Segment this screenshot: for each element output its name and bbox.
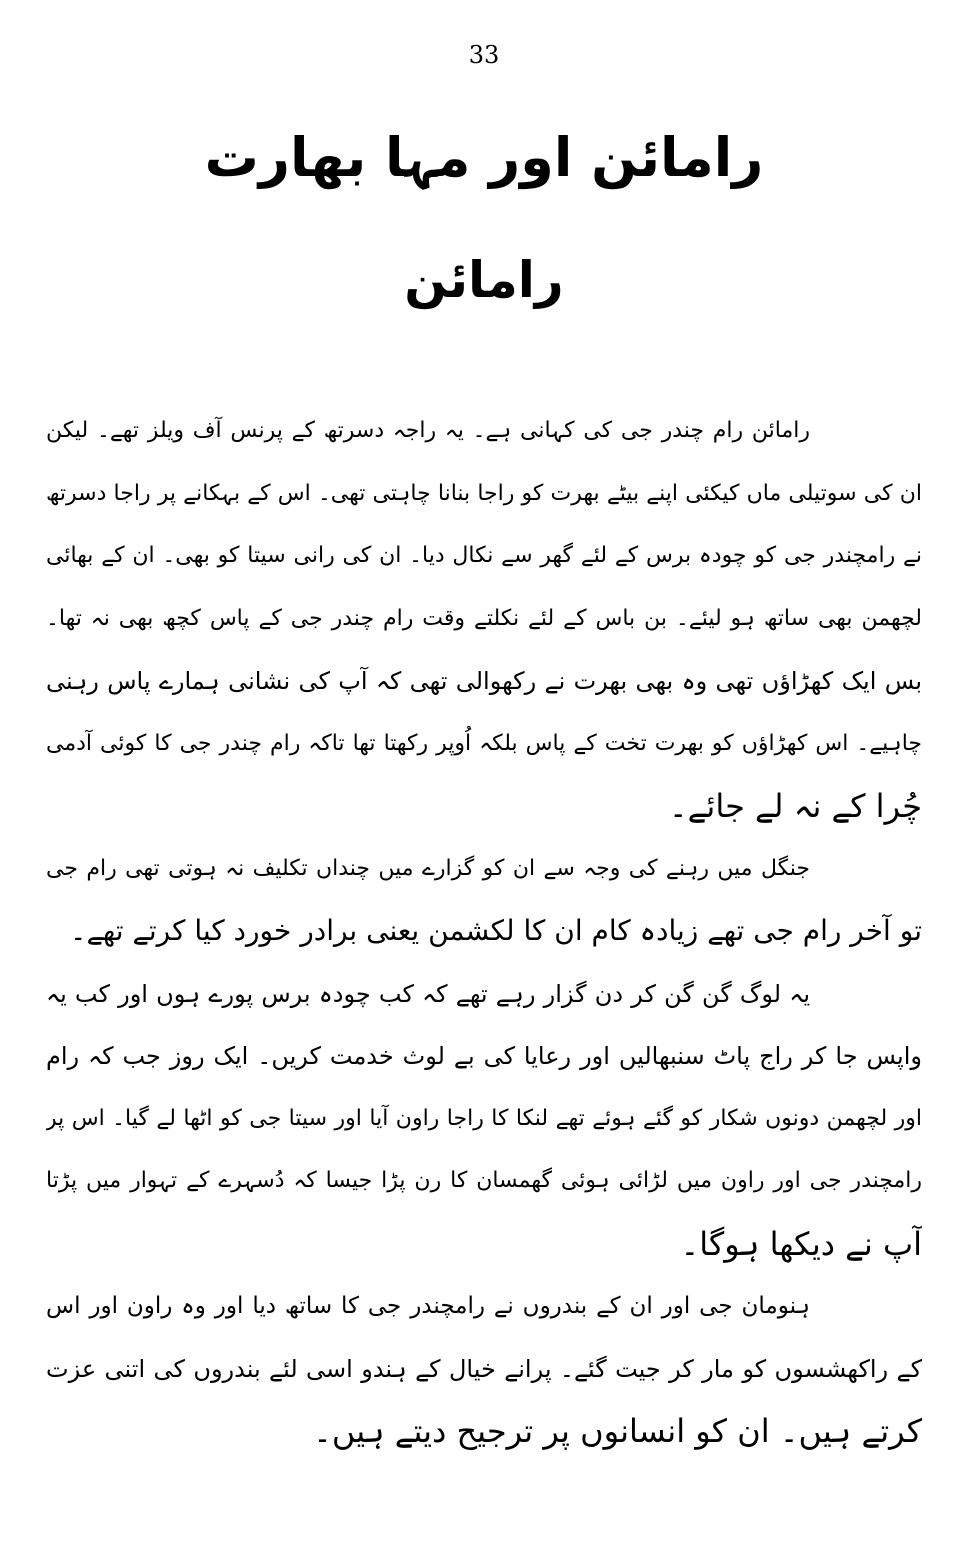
text-line: کرتے ہیں۔ ان کو انسانوں پر ترجیح دیتے ہیں۔: [313, 1412, 922, 1450]
text-line: چُرا کے نہ لے جائے۔: [668, 787, 922, 825]
text-line: چاہیے۔ اس کھڑاؤں کو بھرت تخت کے پاس بلکہ اُوپر رکھتا تھا تاکہ رام چندر جی کا کوئی آدمی: [46, 730, 922, 756]
page-number: 33: [468, 41, 500, 69]
text-line: آپ نے دیکھا ہوگا۔: [680, 1224, 922, 1263]
text-line: کے راکھشسوں کو مار کر جیت گئے۔ پرانے خیال کے ہندو اسی لئے بندروں کی اتنی عزت: [46, 1354, 922, 1383]
text-line: نے رامچندر جی کو چودہ برس کے لئے گھر سے نکال دیا۔ ان کی رانی سیتا کو بھی۔ ان کے بھائی: [46, 543, 922, 568]
chapter-title: رامائن اور مہا بھارت: [204, 126, 764, 189]
text-line: رامائن رام چندر جی کی کہانی ہے۔ یہ راجہ دسرتھ کے پرنس آف ویلز تھے۔ لیکن: [46, 418, 810, 443]
text-line: ہنومان جی اور ان کے بندروں نے رامچندر جی کا ساتھ دیا اور وہ راون اور اس: [46, 1293, 810, 1319]
text-line: جنگل میں رہنے کی وجہ سے ان کو گزارے میں چنداں تکلیف نہ ہوتی تھی رام جی: [46, 855, 810, 881]
text-line: ان کی سوتیلی ماں کیکئی اپنے بیٹے بھرت کو راجا بنانا چاہتی تھی۔ اس کے بہکانے پر راجا دسرتھ: [46, 480, 922, 506]
text-line: لچھمن بھی ساتھ ہو لیئے۔ بن باس کے لئے نکلتے وقت رام چندر جی کے پاس کچھ بھی نہ تھا۔: [46, 605, 922, 631]
text-line: یہ لوگ گن گن کر دن گزار رہے تھے کہ کب چودہ برس پورے ہوں اور کب یہ: [46, 979, 810, 1008]
text-line: تو آخر رام جی تھے زیادہ کام ان کا لکشمن یعنی برادر خورد کیا کرتے تھے۔: [70, 914, 922, 947]
text-line: اور لچھمن دونوں شکار کو گئے ہوئے تھے لنکا کا راجا راون آیا اور سیتا جی کو اٹھا لے گیا۔ اس پر: [46, 1105, 922, 1131]
section-heading: رامائن: [404, 251, 564, 309]
text-line: بس ایک کھڑاؤں تھی وہ بھی بھرت نے رکھوالی تھی کہ آپ کی نشانی ہمارے پاس رہنی: [46, 667, 922, 695]
body-text: [46, 400, 922, 1463]
text-line: واپس جا کر راج پاٹ سنبھالیں اور رعایا کی بے لوث خدمت کریں۔ ایک روز جب کہ رام: [46, 1042, 922, 1070]
text-line: رامچندر جی اور راون میں لڑائی ہوئی گھمسان کا رن پڑا جیسا کہ دُسہرے کے تہوار میں پڑتا: [46, 1168, 922, 1193]
